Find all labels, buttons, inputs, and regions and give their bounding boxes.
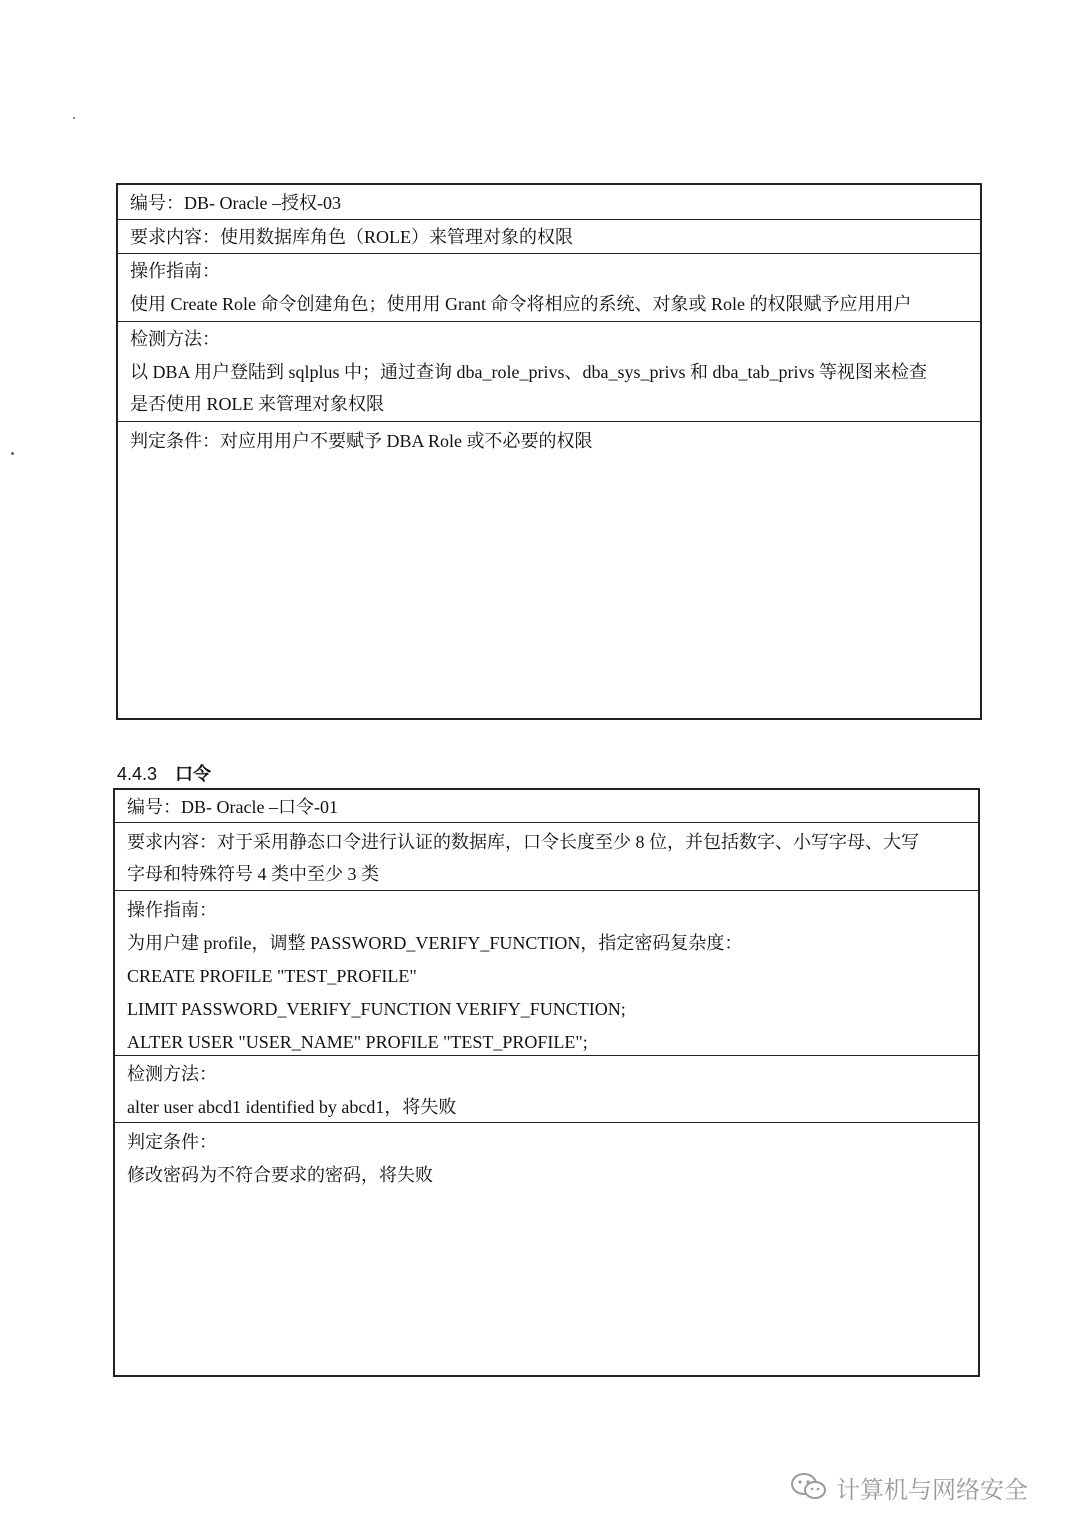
criteria-label: 判定条件： bbox=[127, 1132, 217, 1152]
requirement-table-password-01 bbox=[113, 788, 980, 1377]
guide-line: 使用 Create Role 命令创建角色；使用用 Grant 命令将相应的系统、对象或 Role 的权限赋予应用用户 bbox=[130, 294, 912, 314]
table-row bbox=[115, 790, 978, 822]
table-row bbox=[118, 219, 980, 253]
check-label: 检测方法： bbox=[130, 329, 220, 349]
table-row bbox=[118, 321, 980, 421]
section-title: 口令 bbox=[175, 764, 212, 784]
table-row bbox=[115, 1055, 978, 1122]
wechat-icon bbox=[790, 1472, 828, 1502]
check-line: alter user abcd1 identified by abcd1，将失败 bbox=[127, 1097, 457, 1117]
scan-speck bbox=[11, 452, 14, 455]
requirement-table-auth-03 bbox=[116, 183, 982, 720]
criteria-line: 判定条件：对应用用户不要赋予 DBA Role 或不必要的权限 bbox=[130, 431, 593, 451]
guide-code-line: ALTER USER "USER_NAME" PROFILE "TEST_PROFILE"; bbox=[127, 1032, 588, 1052]
guide-code-line: CREATE PROFILE "TEST_PROFILE" bbox=[127, 966, 417, 986]
criteria-line: 修改密码为不符合要求的密码，将失败 bbox=[127, 1165, 433, 1185]
guide-code-line: LIMIT PASSWORD_VERIFY_FUNCTION VERIFY_FUNCTION; bbox=[127, 999, 626, 1019]
section-number: 4.4.3 bbox=[117, 764, 158, 784]
guide-label: 操作指南： bbox=[130, 261, 220, 281]
table-row bbox=[115, 1122, 978, 1375]
watermark bbox=[790, 1470, 1028, 1504]
guide-label: 操作指南： bbox=[127, 900, 217, 920]
guide-line: 为用户建 profile，调整 PASSWORD_VERIFY_FUNCTION，指定密码复杂度： bbox=[127, 933, 743, 953]
check-line: 以 DBA 用户登陆到 sqlplus 中；通过查询 dba_role_privs、dba_sys_privs 和 dba_tab_privs 等视图来检查 bbox=[130, 362, 927, 382]
table-row bbox=[115, 822, 978, 890]
section-heading bbox=[117, 760, 211, 786]
table-row bbox=[118, 185, 980, 219]
table-row bbox=[118, 421, 980, 718]
table-row bbox=[115, 890, 978, 1055]
id-line: 编号：DB- Oracle –口令-01 bbox=[127, 797, 338, 817]
scan-speck bbox=[73, 117, 75, 119]
watermark-text: 计算机与网络安全 bbox=[836, 1475, 1028, 1504]
requirement-line: 字母和特殊符号 4 类中至少 3 类 bbox=[127, 864, 379, 884]
check-label: 检测方法： bbox=[127, 1064, 217, 1084]
requirement-line: 要求内容：对于采用静态口令进行认证的数据库，口令长度至少 8 位，并包括数字、小写字母、大写 bbox=[127, 832, 919, 852]
check-line: 是否使用 ROLE 来管理对象权限 bbox=[130, 394, 384, 414]
table-row bbox=[118, 253, 980, 321]
requirement-line: 要求内容：使用数据库角色（ROLE）来管理对象的权限 bbox=[130, 227, 573, 247]
id-line: 编号：DB- Oracle –授权-03 bbox=[130, 193, 341, 213]
